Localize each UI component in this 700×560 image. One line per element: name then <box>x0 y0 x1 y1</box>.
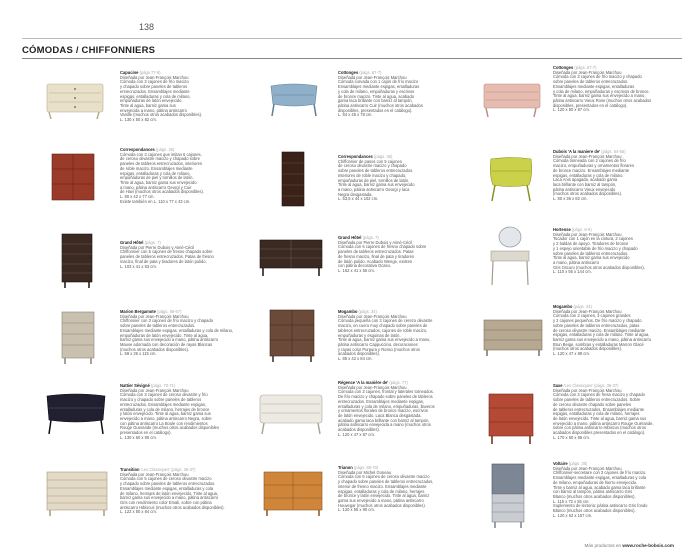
product-name: Marion Bergamote <box>120 309 156 314</box>
section-rule <box>22 58 682 59</box>
product-name: Trianon <box>338 465 353 470</box>
product-meta: (págs. 69-70) <box>353 465 379 470</box>
product-description: Diseñada por Michel Goneau Cómoda con 6 cajones de ceroso olivastre macizo y chapado sobre paneles de tableros entrecruzados, interior de fresno macizo. Ensamblajes mediante espigas, entalladuras y cola de milano, herrajes de bronce y latón envejecido. Tinte al agua, barniz gama sus envejecido a mano, pátina antiscarro Houvegar (muchos otros acabados disponibles). L. 120 x 55 x 90 cm. <box>338 469 434 513</box>
correspondances-red-dresser-image <box>50 152 96 204</box>
product-description: Diseñada por Jean-François Marchou Cómoda con 3 cajones de frío macizo y chapado sobre paneles de tableros entrecruzados. Ensamblajes mediante espigas, entalladuras y cola de milano, empuñaduras de latón envejecido. Tinte al agua, barniz gama sus envejecida a mano, pátina antiscarro Vanille (muchos otros acabados disponibles). L. 130 x 50 x 82 cm. <box>120 74 203 123</box>
product-description: Diseñada por Jean-François Marchou Cómoda con 3 cajones de frío macizo y chapado sobre paneles de tableros entrecruzados. Ensamblajes mediante espigas, entalladuras y cola de milano, empuñaduras y escrivos de bronce. Tinte al agua, barniz gama sus envejecido a mano, pátina antiscarro Vieux Rose (muchos otros acabados disponibles, presentados en el catálogo). L. 120 x 50 x 87 cm. <box>553 69 652 113</box>
product-description: Chiffonnier de pasos con 5 cajones de ceroso olivastre macizo y chapado sobre paneles de tableros entrecruzados. Interiores de roble macizo y chapado, empuñaduras de piel, tornillos de latón. Tinte al agua, barniz gama sus envejecido a mano, pátina antiscarro Georgi y laca Negra desgastada. L. 53,5 x 44 x 102 cm. <box>338 158 415 202</box>
product-description: Diseñada por Jean-François Marchou Tocador con 1 cajón en la cintura, 2 cajones y 2 baldas de apoyo. Tiradores de bronce y 1 espejo orientable de frío macizo y chapado sobre paneles de tableros entrecruzados. Tinte al agua, barniz gama sus envejecido a mano, pátina antiscarro Gris Oscuro (muchos otros acabados disponibles). L. 110 x 55 x 144 cm. <box>553 231 645 275</box>
product-mogambo-small <box>338 310 458 362</box>
correspondances-dark-chiffonnier-image <box>280 150 306 210</box>
marion-bergamote-chiffonnier-image <box>60 310 96 366</box>
product-name: Cottonges <box>553 65 574 70</box>
product-description: Diseñada por Jean-François Marchou Cómoda con 3 cajones de ceroso olivastre y frío macizo y chapado sobre paneles de tableros entrecruzados. Ensamblajes mediante espigas, entalladuras y cola de milano, herrajes de bronce y latón envejecido. Tinte al agua, barniz gama sus envejecido a mano, pátina antiscarro Negra, sobre con pátina antiscarro La Boule con rendimientos Rouge Guerande (muchos otros acabados disponibles presentados en el catálogo). L. 130 x 60 x 90 cm. <box>120 387 219 440</box>
product-hortense <box>553 228 678 275</box>
grand-hotel-chiffonnier-image <box>60 232 94 290</box>
product-meta: (págs.77-8) <box>139 70 161 75</box>
trianon-orange-commode-image <box>262 470 324 518</box>
product-transition <box>120 468 240 515</box>
footer-link[interactable]: www.roche-bobois.com <box>622 543 674 548</box>
product-meta: 'Les Classiques' (págs. 36-37) <box>563 383 619 388</box>
product-description: Diseñada por Jean-François Marchou Chiffonnier con 3 cajones de frío macizo y chapado sobre paneles de tableros entrecruzados. Ensamblajes mediante espigas, entalladuras y cola de milano, empuñaduras de latón envejecido. Tinte al agua, barniz gama sus envejecido a mano, pátina antiscarro Mauve adornada con decoración de rayas Blancas (muchos otros acabados disponibles). L. 58 x 36 x 115 cm. <box>120 313 234 357</box>
product-saxe <box>553 384 678 440</box>
product-meta: (págs. 35) <box>568 461 588 466</box>
transition-dresser-image <box>45 470 109 518</box>
hortense-vanity-image <box>488 225 532 287</box>
product-meta: (págs. 67-7) <box>574 65 597 70</box>
product-description: Diseñada por Pierre Dubois y Aimé-Cécil Chiffonnier con 5 cajones de fresno chapado sobre paneles de tableros entrecruzados. Patas de fresno macizo, final de pata y tiradores de latón pulido. L. 103 x 41 x 53 cm. <box>120 244 214 269</box>
voltaire-grey-chiffonnier-image <box>490 462 526 530</box>
footer <box>585 543 674 548</box>
mogambo-small-commode-image <box>268 308 316 364</box>
product-name: Correspondances <box>120 147 155 152</box>
product-name: Grand Hôtel <box>120 240 144 245</box>
product-name: Transition <box>120 467 140 472</box>
product-meta: (págs. 36) <box>373 154 393 159</box>
nattier-sevigne-black-commode-image <box>45 392 107 436</box>
product-meta: (págs. 70-71) <box>150 383 176 388</box>
product-description: Diseñada por Jean-François Marchou Cómoda curvada con 1 cajón de frío macizo Ensamblajes mediante espigas, entalladuras y cola de milano, empuñaduras y escrivos de bronce macizo. Tinte al agua, acabado gama laca brillante con barniz al tampón, pátina antiscarro Cuir (muchos otros acabados disponibles, presentados en el catálogo). L. 84 x 45 x 78 cm. <box>338 74 423 118</box>
product-meta: (págs. 34) <box>573 304 592 309</box>
product-name: Grand Hôtel <box>338 235 362 240</box>
product-meta: (págs. 8-9) <box>571 227 592 232</box>
section-title: CÓMODAS / CHIFFONNIERS <box>22 45 156 56</box>
product-description: Diseñada por Jean-François Marchou Cómoda con 3 cajones, frontal y laterales torneados. De frío macizo y chapado sobre paneles de tableros entrecruzados. Ensamblajes mediante espigas, entalladuras y cola de milano, empuñaduras, llaveros y ornamentos florales de bronce macizo, escrivos de latón envejecido. Laca Blanca desgastada, acabado gama laca brillante con barniz al tampón, pátina antiscarro envejecida a mano (muchos otros acabados disponibles). L. 120 x 47 x 87 cm. <box>338 384 435 437</box>
product-name: Mogambo <box>553 304 573 309</box>
product-meta: (págs. 67-7) <box>359 70 382 75</box>
product-name: Capucine <box>120 70 139 75</box>
product-capucine <box>120 71 240 123</box>
product-meta: (págs. 7) <box>362 235 379 240</box>
product-meta: (págs. 77) <box>389 380 408 385</box>
saxe-red-commode-image <box>487 392 535 446</box>
mogambo-commode-image <box>482 318 544 358</box>
page-number: 138 <box>139 22 155 32</box>
top-rule <box>22 38 682 39</box>
product-grand-hotel-commode <box>338 236 458 274</box>
product-name: Dubois 'A la maniere de' <box>553 149 601 154</box>
product-name: Régence 'A la manière de' <box>338 380 389 385</box>
product-correspondances-commode <box>120 148 240 204</box>
product-description: Diseñada por Jean-François Marchou Cómoda pequeña con 3 cajones de cerezo olivastre macizo, en cuero muy chapado sobre paneles de tableros entrecruzados, cajones de roble macizo, empuñaduras y esquinas de latón. Tinte al agua, barniz gama sus envejecido a mano, pátina antiscarro Cappuccino, decoraciones y rayas color Purpura y Rosso (muchos otros acabados disponibles). L. 85 x 42 x 84 cm. <box>338 313 433 362</box>
product-description: Diseñada por Jean-François Marchou Cómoda con 3 cajones, 3 cajones grandes y 2 cajones pequeños. De frío macizo y chapado sobre paneles de tableros entrecruzados, patas de ceroso olivastre macizo. Ensamblajes mediante espigas, entalladuras y cola de milano. Tinte al agua, barniz gama sus envejecido a mano, pátina antiscarro Brun Beige, sombras y entalladuras Marron Glacé (muchos otros acabados disponibles). L. 120 x 47 x 88 cm. <box>553 308 652 357</box>
product-description: Diseñada por Jean-François Marchou Cómoda con 5 cajones de ceroso olivastre macizo y chapado sobre paneles de tableros entrecruzados. Ensamblajes mediante espigas, entalladuras y cola de milano, herrajes de latón envejecido. Tinte al agua, barniz gama sus envejecido a mano, pátina antiscarro Gris con rendimiento color Emali, sobre con pátina antiscarro Hibiscus (muchos otros acabados disponibles). L. 122 x 50 x 84 cm. <box>120 471 225 515</box>
product-name: Hortense <box>553 227 571 232</box>
product-description: Diseñada por Jean-François Marchou Cómoda con 3 cajones de fresa macizo y chapado sobre paneles de tableros entrecruzados. Sobre de ceroso olivastre chapado sobre paneles de tableros entrecruzados. Ensamblajes mediante espigas, entalladuras y cola de milano, herrajes de latón envejecido. Tinte al agua, barniz gama sus envejecido a mano, pátina antiscarro Rouge Guérande, sobre con pátina antiscarro Hibiscus (muchos otros acabados disponibles presentados en el catálogo). L. 170 x 50 x 85 cm. <box>553 387 654 440</box>
product-name: Nattier Sévigné <box>120 383 150 388</box>
product-voltaire <box>553 462 678 518</box>
product-meta: 'Les Classiques' (págs. 36-37) <box>140 467 196 472</box>
capucine-dresser-image <box>45 80 105 120</box>
product-meta: (págs. 26) <box>155 147 175 152</box>
grand-hotel-commode-image <box>258 238 324 278</box>
product-grand-hotel-chiffonnier <box>120 241 240 269</box>
product-regence <box>338 381 458 437</box>
product-meta: (págs. 7) <box>144 240 161 245</box>
product-description: Diseñada por Jean-François Marchou Chiffonnier-secretaire con 3 cajones de frío macizo. Ensamblajes mediante espigas, entalladuras y cola de milano, empuñaduras de hierro envejecido. Tinte y barniz al agua, acabado gama laca brillante con barniz al tampón, pátina antiscarro Gris Blanco (muchos otros acabados disponibles). L. 115 x 72 x 55 cm. Suplemento de lectoria: pátina antiscarro Gris fondo Blanco (muchos otros acabados disponibles). L. 120 x 62 x 157 cm. <box>553 465 648 518</box>
product-cottonges-pink <box>553 66 678 113</box>
product-description: Cómoda con 3 cajones que imitan 6 cajones, de ceroso olivastre macizo y chapado sobre paneles de tableros entrecruzados, interiores de roble macizo. Ensamblajes mediante espigas, entalladuras y cola de milano, empuñaduras de piel y tornillos de latón. Tinte al agua, barniz gama sus envejecido a mano, pátina antiscarro Georgi y Cuir de Havi (muchos otros acabados disponibles). L. 80 x 42 x 77 cm. Existe también en L. 110 x 77 x 43 cm. <box>120 151 204 204</box>
regence-white-commode-image <box>258 392 324 436</box>
product-name: Voltaire <box>553 461 568 466</box>
product-dubois <box>553 150 678 202</box>
product-meta: (págs. 68-67) <box>157 309 182 314</box>
product-name: Cottonges <box>338 70 359 75</box>
product-nattier-sevigne <box>120 384 240 440</box>
footer-prefix: Más productos en <box>584 543 623 548</box>
product-name: Mogambo <box>338 309 358 314</box>
product-description: Diseñada por Jean-François Marchou Cómoda tonneada con 2 cajones de frío macizo, empuñaduras y ornamentos florares de bronce macizo. Ensamblajes mediante espigas, entalladuras y cola de milano. Laca Anis apagada, acabado gama laca brillante con barniz al tampón, pátina antiscarro Vieux envejecido (muchos otros acabados disponibles). L. 80 x 36 x 82 cm. <box>553 153 635 202</box>
product-name: Correspondances <box>338 154 373 159</box>
product-meta: (págs. 64-65) <box>601 149 626 154</box>
dubois-green-commode-image <box>488 155 534 203</box>
product-correspondances-chiffonnier <box>338 155 458 202</box>
cottonges-pink-dresser-image <box>482 80 542 118</box>
product-meta: (págs. 34) <box>358 309 377 314</box>
product-description: Diseñada por Pierre Dubois y Aimé-Cécil Cómoda con 6 cajones de fresno chapado sobre paneles de tableros entrecruzados. Patas de fresno macizo, final de pata y tiradores de latón pulido. Acabado Wenge, existen con pátina decorativa Ocaso. L. 162 x 41 x 55 cm. <box>338 239 427 273</box>
cottonges-blue-commode-image <box>268 80 320 118</box>
product-trianon <box>338 466 458 513</box>
product-name: Saxe <box>553 383 563 388</box>
product-mogambo <box>553 305 678 357</box>
product-cottonges-blue <box>338 71 458 118</box>
product-marion-bergamote <box>120 310 240 357</box>
